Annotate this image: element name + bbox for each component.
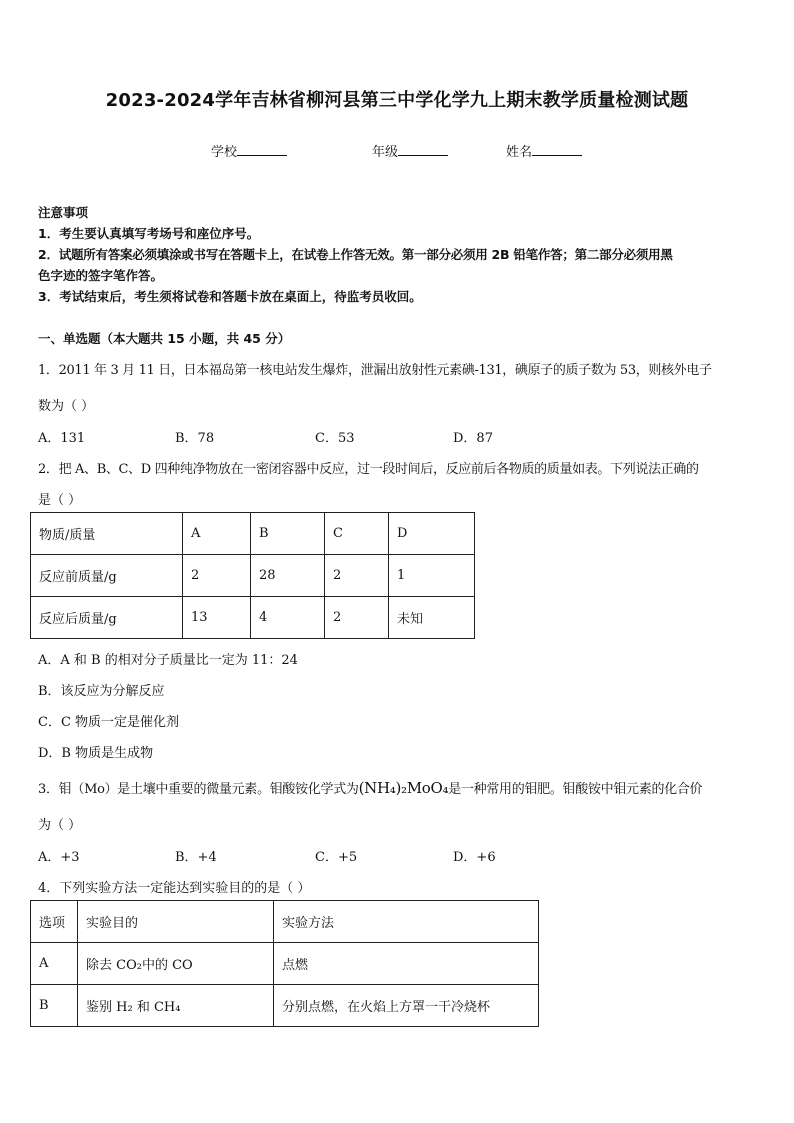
table-cell: 2 (325, 597, 389, 639)
question-2-option[interactable]: B．该反应为分解反应 (38, 684, 165, 699)
grade-label: 年级 (372, 145, 399, 160)
question-2-option[interactable]: D．B 物质是生成物 (38, 746, 154, 761)
question-3-text: 为（ ） (38, 818, 82, 833)
table-row (31, 555, 475, 597)
table-cell: C (325, 513, 389, 555)
table-cell: 反应后质量/g (31, 597, 183, 639)
table-cell: 2 (325, 555, 389, 597)
school-field (211, 141, 287, 160)
chemical-formula: (NH₄)₂MoO₄ (358, 779, 449, 797)
table-cell: 点燃 (274, 943, 539, 985)
school-label: 学校 (211, 145, 238, 160)
question-1-text: 1．2011 年 3 月 11 日，日本福岛第一核电站发生爆炸，泄漏出放射性元素碘-131，碘原子的质子数为 53，则核外电子 (38, 363, 712, 378)
table-cell: 鉴别 H₂ 和 CH₄ (78, 985, 274, 1027)
question-3-text (38, 778, 702, 797)
name-label: 姓名 (506, 145, 533, 160)
school-blank[interactable] (237, 143, 287, 156)
table-cell: 2 (183, 555, 251, 597)
question-1-text: 数为（ ） (38, 399, 95, 414)
notice-item: 2．试题所有答案必须填涂或书写在答题卡上，在试卷上作答无效。第一部分必须用 2B 铅笔作答；第二部分必须用黑 (38, 247, 673, 262)
table-cell: B (31, 985, 78, 1027)
table-cell: 分别点燃，在火焰上方罩一干冷烧杯 (274, 985, 539, 1027)
table-cell: 反应前质量/g (31, 555, 183, 597)
table-cell: A (31, 943, 78, 985)
question-2-option[interactable]: C．C 物质一定是催化剂 (38, 715, 180, 730)
table-cell: 1 (389, 555, 475, 597)
table-cell: A (183, 513, 251, 555)
question-2-option[interactable]: A．A 和 B 的相对分子质量比一定为 11：24 (38, 653, 298, 668)
question-4-table (30, 900, 539, 1027)
table-cell: 4 (251, 597, 325, 639)
question-2-text: 2．把 A、B、C、D 四种纯净物放在一密闭容器中反应，过一段时间后，反应前后各物质的质量如表。下列说法正确的 (38, 462, 699, 477)
notice-heading: 注意事项 (38, 205, 89, 220)
question-1-option[interactable]: B．78 (175, 431, 215, 446)
table-cell: 除去 CO₂中的 CO (78, 943, 274, 985)
name-field (506, 141, 582, 160)
question-3-text-part: 3．钼（Mo）是土壤中重要的微量元素。钼酸铵化学式为 (38, 782, 359, 797)
notice-item: 色字迹的签字笔作答。 (38, 268, 164, 283)
table-cell: 未知 (389, 597, 475, 639)
question-2-table (30, 512, 475, 639)
table-cell: D (389, 513, 475, 555)
table-row (31, 901, 539, 943)
question-3-option[interactable]: B．+4 (175, 850, 217, 865)
table-cell: B (251, 513, 325, 555)
table-header-cell: 选项 (31, 901, 78, 943)
question-3-option[interactable]: A．+3 (38, 850, 80, 865)
table-cell: 13 (183, 597, 251, 639)
question-1-option[interactable]: A．131 (38, 431, 86, 446)
table-row (31, 985, 539, 1027)
table-cell: 物质/质量 (31, 513, 183, 555)
name-blank[interactable] (532, 143, 582, 156)
table-row (31, 597, 475, 639)
grade-field (372, 141, 448, 160)
question-2-text: 是（ ） (38, 493, 82, 508)
question-3-text-part: 是一种常用的钼肥。钼酸铵中钼元素的化合价 (448, 782, 703, 797)
question-3-option[interactable]: D．+6 (453, 850, 496, 865)
notice-item: 1．考生要认真填写考场号和座位序号。 (38, 226, 260, 241)
question-3-option[interactable]: C．+5 (315, 850, 358, 865)
question-1-option[interactable]: D．87 (453, 431, 493, 446)
table-row (31, 513, 475, 555)
table-cell: 28 (251, 555, 325, 597)
table-header-cell: 实验目的 (78, 901, 274, 943)
question-4-text: 4．下列实验方法一定能达到实验目的的是（ ） (38, 881, 311, 896)
notice-item: 3．考试结束后，考生须将试卷和答题卡放在桌面上，待监考员收回。 (38, 289, 422, 304)
grade-blank[interactable] (398, 143, 448, 156)
section-heading: 一、单选题（本大题共 15 小题，共 45 分） (38, 331, 291, 346)
table-header-cell: 实验方法 (274, 901, 539, 943)
exam-title: 2023-2024学年吉林省柳河县第三中学化学九上期末教学质量检测试题 (105, 90, 689, 111)
question-1-option[interactable]: C．53 (315, 431, 355, 446)
table-row (31, 943, 539, 985)
